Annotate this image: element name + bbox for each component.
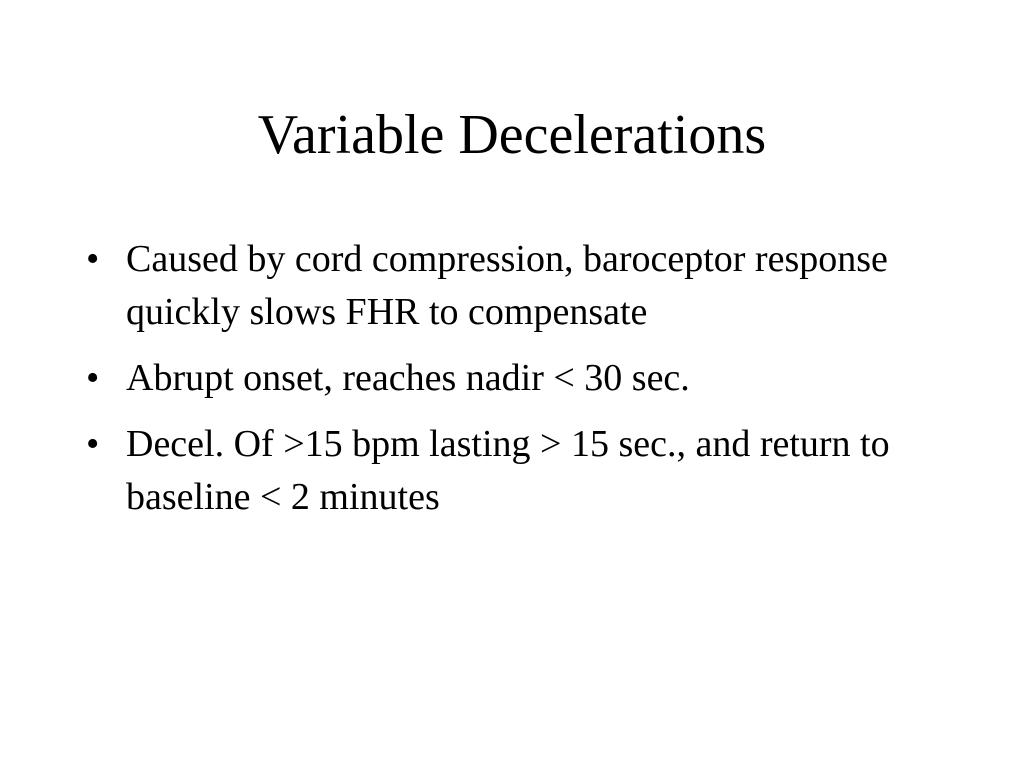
bullet-text: Caused by cord compression, baroceptor response quickly slows FHR to compensate <box>126 238 888 333</box>
bullet-item <box>86 233 946 339</box>
bullet-item <box>86 352 946 405</box>
bullet-text: Abrupt onset, reaches nadir < 30 sec. <box>126 357 690 399</box>
bullet-marker: • <box>86 423 100 465</box>
bullet-list <box>86 233 946 537</box>
slide-title: Variable Decelerations <box>257 104 767 166</box>
bullet-marker: • <box>86 357 100 399</box>
bullet-text: Decel. Of >15 bpm lasting > 15 sec., and return to baseline < 2 minutes <box>126 423 890 518</box>
bullet-item <box>86 418 946 524</box>
bullet-marker: • <box>86 238 100 280</box>
